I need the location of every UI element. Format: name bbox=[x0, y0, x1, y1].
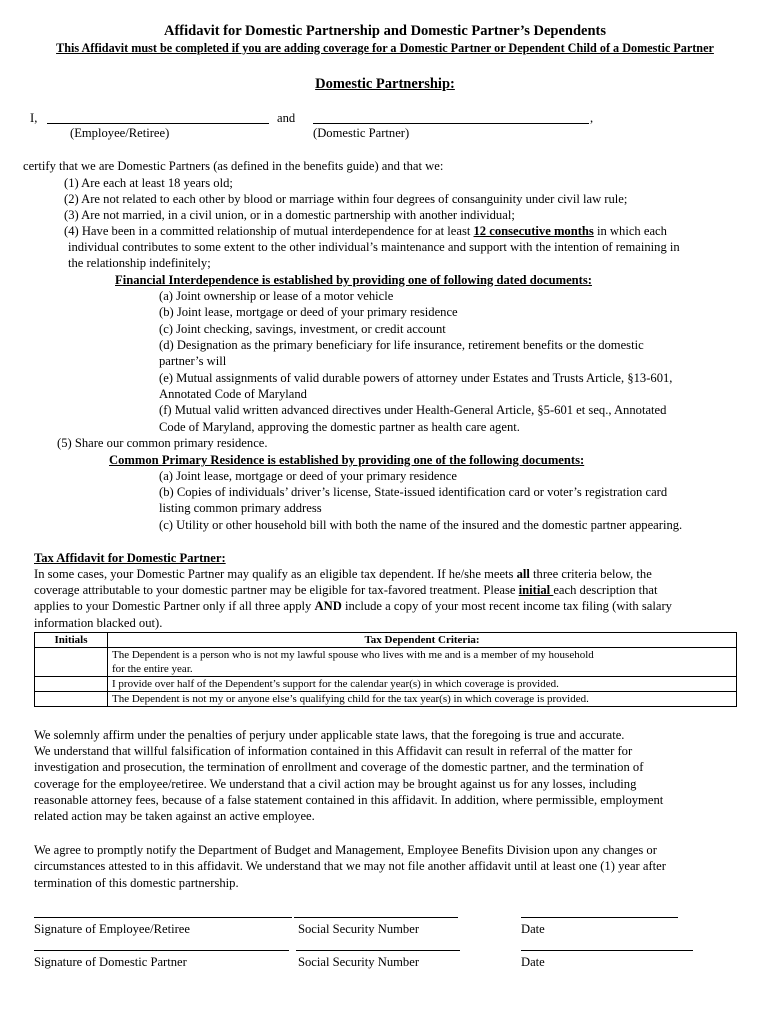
tax-heading: Tax Affidavit for Domestic Partner: bbox=[34, 551, 226, 565]
trailing-comma: , bbox=[590, 111, 594, 125]
tax-line-2 bbox=[34, 583, 658, 598]
table-row bbox=[35, 692, 737, 707]
employee-signature-field[interactable] bbox=[34, 917, 292, 918]
partner-label: (Domestic Partner) bbox=[313, 126, 410, 140]
employee-label: (Employee/Retiree) bbox=[70, 126, 170, 140]
financial-item-c: (c) Joint checking, savings, investment, or credit account bbox=[159, 322, 446, 336]
residence-item-b-cont: listing common primary address bbox=[159, 501, 322, 515]
criterion-4-post: in which each bbox=[593, 224, 667, 238]
criterion-4 bbox=[64, 224, 667, 239]
initials-cell-3[interactable] bbox=[35, 692, 108, 707]
affirm-line-4: coverage for the employee/retiree. We understand that a civil action may be brought against us for any losses, including bbox=[34, 777, 637, 791]
initial-emphasis: initial bbox=[518, 583, 554, 597]
criteria-cell-3: The Dependent is not my or anyone else’s qualifying child for the tax year(s) in which coverage is provided. bbox=[108, 692, 737, 707]
criterion-5: (5) Share our common primary residence. bbox=[57, 436, 268, 450]
financial-item-f-cont: Code of Maryland, approving the domestic partner as health care agent. bbox=[159, 420, 520, 434]
form-title: Affidavit for Domestic Partnership and Domestic Partner’s Dependents bbox=[163, 23, 607, 39]
criterion-2: (2) Are not related to each other by blood or marriage within four degrees of consanguinity under civil law rule; bbox=[64, 192, 628, 206]
criteria-cell-2: I provide over half of the Dependent’s support for the calendar year(s) in which coverage is provided. bbox=[108, 677, 737, 692]
employee-date-field[interactable] bbox=[521, 917, 678, 918]
criterion-4-line2: individual contributes to some extent to the other individual’s maintenance and support with the intention of remaining in bbox=[68, 240, 680, 254]
criteria-1-line2: for the entire year. bbox=[112, 663, 193, 675]
tax-criteria-table bbox=[34, 632, 737, 707]
and-emphasis: AND bbox=[314, 599, 342, 613]
notify-line-3: termination of this domestic partnership. bbox=[34, 876, 239, 890]
notify-line-1: We agree to promptly notify the Department of Budget and Management, Employee Benefits Division upon any changes or bbox=[34, 843, 657, 857]
certify-text: certify that we are Domestic Partners (as defined in the benefits guide) and that we: bbox=[23, 159, 444, 173]
all-emphasis: all bbox=[516, 567, 530, 581]
twelve-months-emphasis: 12 consecutive months bbox=[473, 224, 594, 238]
criteria-1-line1: The Dependent is a person who is not my lawful spouse who lives with me and is a member of my household bbox=[112, 649, 594, 661]
partner-date-label: Date bbox=[521, 955, 545, 969]
initials-cell-1[interactable] bbox=[35, 648, 108, 677]
table-row bbox=[35, 648, 737, 677]
financial-heading: Financial Interdependence is established by providing one of following dated documents: bbox=[115, 273, 592, 287]
tax-line-3-post: include a copy of your most recent income tax filing (with salary bbox=[341, 599, 672, 613]
residence-item-b: (b) Copies of individuals’ driver’s license, State-issued identification card or voter’s registration card bbox=[159, 485, 668, 499]
criterion-1: (1) Are each at least 18 years old; bbox=[64, 176, 233, 190]
tax-line-4: information blacked out). bbox=[34, 616, 163, 630]
tax-line-2-post: each description that bbox=[553, 583, 658, 597]
financial-item-f: (f) Mutual valid written advanced directives under Health-General Article, §5-601 et seq., Annotated bbox=[159, 403, 667, 417]
employee-ssn-field[interactable] bbox=[294, 917, 458, 918]
notify-line-2: circumstances attested to in this affidavit. We understand that we may not file another affidavit until at least one (1) year after bbox=[34, 859, 666, 873]
affirm-line-5: reasonable attorney fees, because of a false statement contained in this affidavit. In addition, where permissible, employment bbox=[34, 793, 664, 807]
i-label: I, bbox=[30, 111, 38, 125]
employee-signature-label: Signature of Employee/Retiree bbox=[34, 922, 190, 936]
partner-signature-label: Signature of Domestic Partner bbox=[34, 955, 187, 969]
financial-item-e-cont: Annotated Code of Maryland bbox=[159, 387, 307, 401]
partner-date-field[interactable] bbox=[521, 950, 693, 951]
employee-name-field[interactable] bbox=[47, 123, 269, 124]
and-label: and bbox=[277, 111, 296, 125]
criterion-4-line3: the relationship indefinitely; bbox=[68, 256, 211, 270]
criterion-3: (3) Are not married, in a civil union, or in a domestic partnership with another individual; bbox=[64, 208, 515, 222]
partner-signature-field[interactable] bbox=[34, 950, 289, 951]
affirm-line-1: We solemnly affirm under the penalties of perjury under applicable state laws, that the foregoing is true and accurate. bbox=[34, 728, 625, 742]
table-row bbox=[35, 677, 737, 692]
tax-line-2-pre: coverage attributable to your domestic partner may be eligible for tax-favored treatment. Please bbox=[34, 583, 519, 597]
initials-cell-2[interactable] bbox=[35, 677, 108, 692]
tax-line-3-pre: applies to your Domestic Partner only if all three apply bbox=[34, 599, 315, 613]
partner-name-field[interactable] bbox=[313, 123, 589, 124]
tax-line-1-post: three criteria below, the bbox=[529, 567, 652, 581]
partner-ssn-field[interactable] bbox=[296, 950, 460, 951]
residence-heading: Common Primary Residence is established by providing one of the following documents: bbox=[109, 453, 585, 467]
affirm-line-2: We understand that willful falsification of information contained in this Affidavit can result in referral of the matter for bbox=[34, 744, 633, 758]
initials-header: Initials bbox=[35, 633, 108, 648]
table-header-row bbox=[35, 633, 737, 648]
partner-ssn-label: Social Security Number bbox=[298, 955, 420, 969]
financial-item-a: (a) Joint ownership or lease of a motor vehicle bbox=[159, 289, 394, 303]
employee-date-label: Date bbox=[521, 922, 545, 936]
financial-item-d: (d) Designation as the primary beneficiary for life insurance, retirement benefits or the domestic bbox=[159, 338, 644, 352]
criterion-4-pre: (4) Have been in a committed relationship of mutual interdependence for at least bbox=[64, 224, 474, 238]
criteria-header: Tax Dependent Criteria: bbox=[108, 633, 737, 648]
financial-item-e: (e) Mutual assignments of valid durable powers of attorney under Estates and Trusts Article, §13-601, bbox=[159, 371, 673, 385]
financial-item-d-cont: partner’s will bbox=[159, 354, 227, 368]
criteria-cell-1 bbox=[108, 648, 737, 677]
affirm-line-3: investigation and prosecution, the termination of enrollment and coverage of the domestic partner, and the termination of bbox=[34, 760, 644, 774]
form-subtitle: This Affidavit must be completed if you are adding coverage for a Domestic Partner or Dependent Child of a Domestic Partner bbox=[56, 41, 714, 55]
residence-item-c: (c) Utility or other household bill with both the name of the insured and the domestic partner appearing. bbox=[159, 518, 683, 532]
tax-line-1-pre: In some cases, your Domestic Partner may qualify as an eligible tax dependent. If he/she meets bbox=[34, 567, 517, 581]
employee-ssn-label: Social Security Number bbox=[298, 922, 420, 936]
affirm-line-6: related action may be taken against an active employee. bbox=[34, 809, 315, 823]
residence-item-a: (a) Joint lease, mortgage or deed of your primary residence bbox=[159, 469, 457, 483]
domestic-partnership-heading: Domestic Partnership: bbox=[315, 76, 455, 92]
tax-line-3 bbox=[34, 599, 672, 614]
financial-item-b: (b) Joint lease, mortgage or deed of your primary residence bbox=[159, 305, 458, 319]
tax-line-1 bbox=[34, 567, 652, 582]
